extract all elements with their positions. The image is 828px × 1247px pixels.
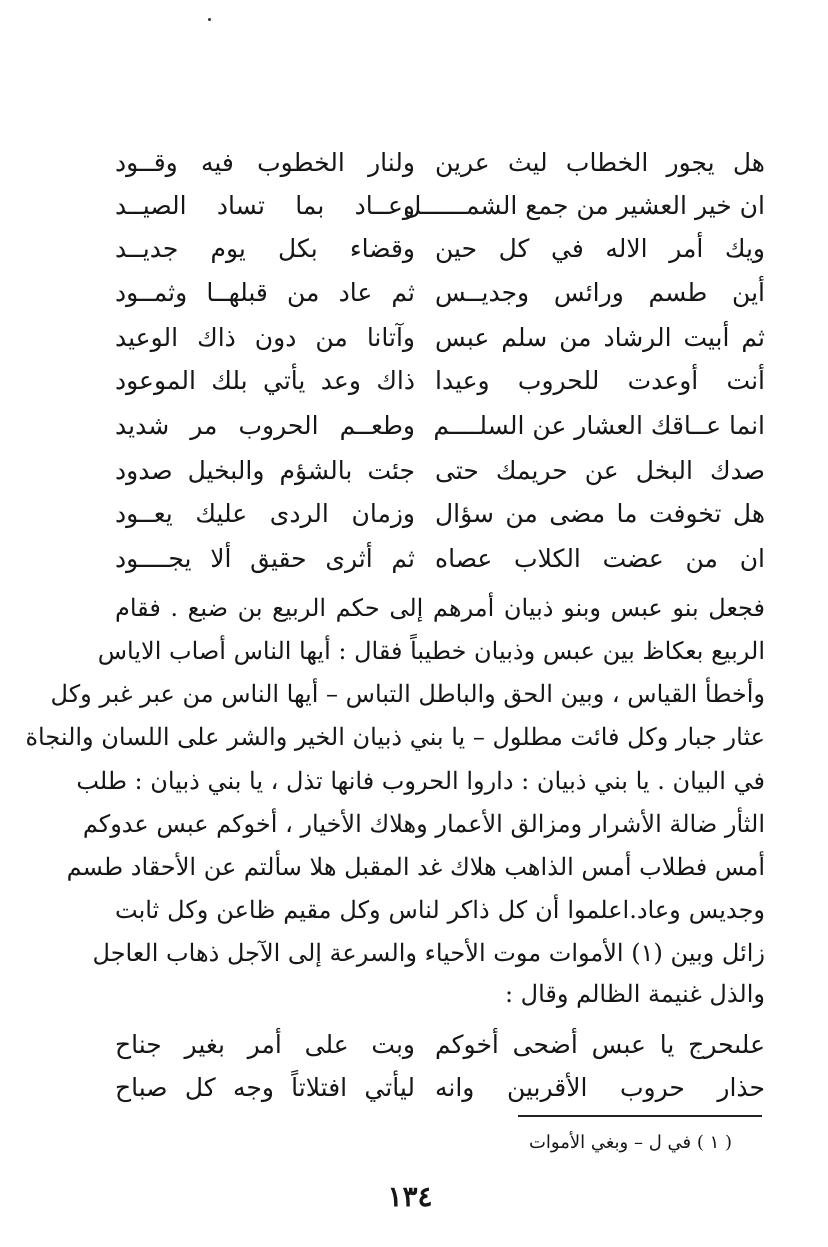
verse-second-hemistich: وآتانا من دون ذاك الوعيد (115, 323, 415, 352)
verse-first-hemistich: ويك أمر الاله في كل حين (435, 234, 765, 263)
verse-line (115, 143, 765, 183)
verse-first-hemistich: ثم أبيت الرشاد من سلم عبس (435, 323, 765, 352)
verse-first-hemistich: هل تخوفت ما مضى من سؤال (435, 499, 765, 528)
verse-second-hemistich: وبت على أمر بغير جناح (115, 1030, 415, 1059)
verse-first-hemistich: أنت أوعدت للحروب وعيدا (435, 366, 765, 395)
verse-line (115, 1025, 765, 1065)
paragraph-line: في البيان . يا بني ذبيان : داروا الحروب فانها تذل ، يا بني ذبيان : طلب (76, 767, 765, 795)
verse-line (115, 186, 765, 226)
footnote-divider (518, 1115, 762, 1117)
paragraph-line: أمس فطلاب أمس الذاهب هلاك غد المقبل هلا سألتم عن الأحقاد طسم (66, 853, 765, 881)
footnote: ( ١ ) في ل – وبغي الأموات (528, 1132, 732, 1153)
paragraph-line: عثار جبار وكل فائت مطلول – يا بني ذبيان الخير والشر على اللسان والنجاة (25, 723, 765, 751)
page-number: ١٣٤ (387, 1180, 433, 1213)
ink-speck (208, 18, 211, 21)
verse-line (115, 229, 765, 269)
verse-first-hemistich: انما عــاقك العشار عن السلــــم (433, 411, 765, 440)
verse-second-hemistich: وطعــم الحروب مر شديد (115, 411, 415, 440)
verse-second-hemistich: وزمان الردى عليك يعــود (115, 499, 415, 528)
verse-line (115, 273, 765, 313)
verse-line (115, 451, 765, 491)
verse-first-hemistich: حذار حروب الأقربين وانه (435, 1073, 765, 1102)
paragraph-line: فجعل بنو عبس وبنو ذبيان أمرهم إلى حكم الربيع بن ضبع . فقام (115, 594, 765, 622)
verse-first-hemistich: علىحرج يا عبس أضحى أخوكم (435, 1030, 765, 1059)
paragraph-line: الربيع بعكاظ بين عبس وذبيان خطيباً فقال : أيها الناس أصاب الاياس (97, 637, 765, 665)
verse-first-hemistich: ان خير العشير من جمع الشمــــــل (403, 191, 765, 220)
verse-line (115, 1068, 765, 1108)
paragraph-line: زائل وبين (١) الأموات موت الأحياء والسرعة إلى الآجل ذهاب العاجل (92, 939, 765, 967)
verse-line (115, 406, 765, 446)
paragraph-line: والذل غنيمة الظالم وقال : (504, 980, 765, 1008)
verse-second-hemistich: ليأتي افتلاتاً وجه كل صباح (115, 1073, 415, 1102)
verse-second-hemistich: وقضاء بكل يوم جديــد (115, 234, 415, 263)
verse-second-hemistich: وعــاد بما تساد الصيــد (115, 191, 415, 220)
verse-first-hemistich: صدك البخل عن حريمك حتى (435, 456, 765, 485)
verse-line (115, 361, 765, 401)
paragraph-line: الثأر ضالة الأشرار ومزالق الأعمار وهلاك الأخيار ، أخوكم عبس عدوكم (82, 810, 765, 838)
verse-second-hemistich: ثم عاد من قبلهــا وثمــود (115, 278, 415, 307)
verse-second-hemistich: جئت بالشؤم والبخيل صدود (115, 456, 415, 485)
verse-second-hemistich: ذاك وعد يأتي بلك الموعود (115, 366, 415, 395)
verse-line (115, 539, 765, 579)
verse-line (115, 494, 765, 534)
verse-line (115, 318, 765, 358)
verse-second-hemistich: ولنار الخطوب فيه وقــود (115, 148, 415, 177)
verse-second-hemistich: ثم أثرى حقيق ألا يجــــود (115, 544, 415, 573)
verse-first-hemistich: هل يجور الخطاب ليث عرين (435, 148, 765, 177)
paragraph-line: وأخطأ القياس ، وبين الحق والباطل التباس – أيها الناس من عبر غبر وكل (50, 680, 765, 708)
verse-first-hemistich: ان من عضت الكلاب عصاه (435, 544, 765, 573)
paragraph-line: وجديس وعاد.اعلموا أن كل ذاكر لناس وكل مقيم ظاعن وكل ثابت (115, 896, 765, 924)
verse-first-hemistich: أين طسم ورائس وجديــس (435, 278, 765, 307)
